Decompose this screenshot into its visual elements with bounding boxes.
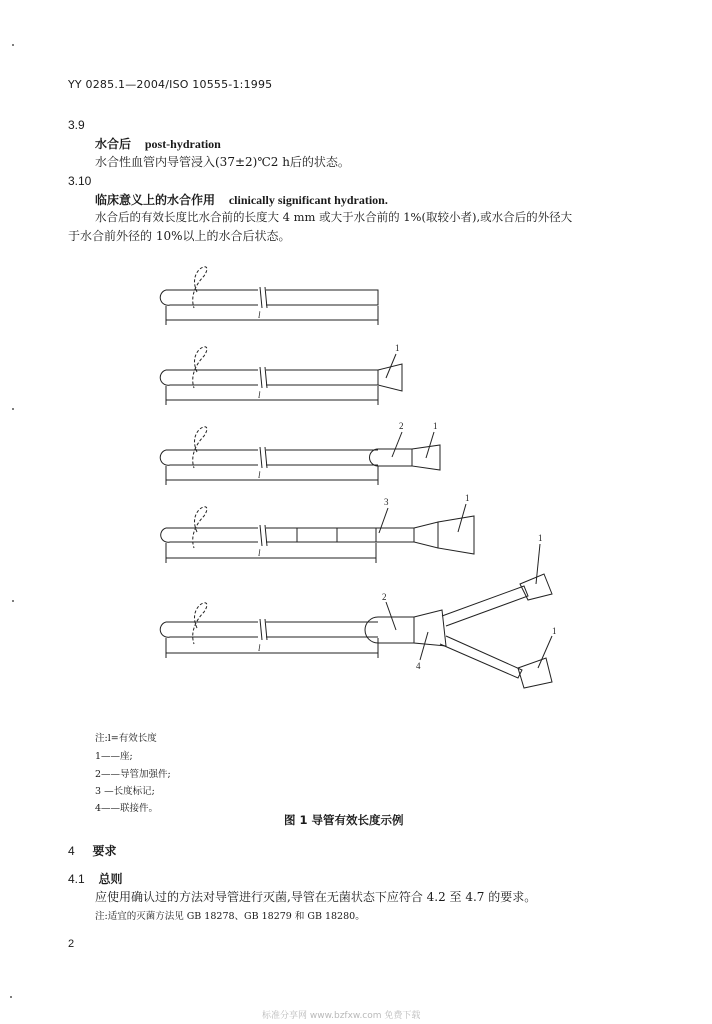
callout-label: 4: [416, 661, 421, 671]
subsection-heading: [68, 870, 123, 887]
length-label: l: [258, 310, 261, 320]
catheter-with-strain-relief: [160, 427, 440, 485]
callout-label: 3: [384, 497, 389, 507]
term-definition: 水合性血管内导管浸入(37±2)℃2 h后的状态。: [95, 155, 350, 169]
catheter-with-y-connector: [160, 544, 552, 688]
catheter-with-length-markers: [161, 504, 474, 563]
section-number: 3.10: [68, 174, 92, 188]
term-heading: [95, 135, 221, 152]
section-number: 3.9: [68, 118, 85, 132]
length-label: l: [258, 390, 261, 400]
requirement-note: 注:适宜的灭菌方法见 GB 18278、GB 18279 和 GB 18280。: [95, 911, 365, 922]
callout-label: 1: [538, 533, 543, 543]
section-title: 总则: [98, 872, 123, 886]
section-title: 要求: [92, 844, 117, 858]
section-heading: [68, 842, 117, 859]
length-label: l: [258, 643, 261, 653]
length-label: l: [258, 548, 261, 558]
scan-speck: [12, 44, 14, 46]
figure-legend-note: 注:l=有效长度: [95, 733, 157, 744]
callout-label: 1: [552, 626, 557, 636]
figure-legend-item: 3 —长度标记;: [95, 786, 155, 797]
callout-label: 2: [382, 592, 387, 602]
figure-legend-item: 4——联接件。: [95, 803, 159, 814]
term-title-cn: 水合后: [95, 137, 132, 151]
term-title-cn: 临床意义上的水合作用: [95, 193, 216, 207]
term-heading: [95, 191, 388, 208]
page-number: 2: [68, 938, 75, 950]
term-title-en: clinically significant hydration.: [228, 193, 388, 207]
callout-label: 1: [395, 343, 400, 353]
scan-speck: [10, 996, 12, 998]
length-label: l: [258, 470, 261, 480]
figure-caption: 图 1 导管有效长度示例: [284, 813, 404, 827]
callout-label: 1: [465, 493, 470, 503]
download-footer: 标准分享网 www.bzfxw.com 免费下载: [262, 1011, 421, 1021]
section-number: 4.1: [68, 872, 85, 886]
term-title-en: post-hydration: [144, 137, 221, 151]
standard-header: YY 0285.1—2004/ISO 10555-1:1995: [68, 78, 273, 91]
catheter-with-hub: [160, 347, 402, 405]
term-definition-line: 于水合前外径的 10%以上的水合后状态。: [68, 229, 291, 243]
catheter-plain: [160, 267, 378, 325]
figure-legend-item: 1——座;: [95, 751, 133, 762]
callout-label: 1: [433, 421, 438, 431]
figure-legend-item: 2——导管加强件;: [95, 769, 171, 780]
requirement-text: 应使用确认过的方法对导管进行灭菌,导管在无菌状态下应符合 4.2 至 4.7 的要求。: [95, 890, 537, 904]
catheter-effective-length-figure: [0, 250, 712, 710]
callout-label: 2: [399, 421, 404, 431]
section-number: 4: [68, 844, 75, 858]
term-definition-line: 水合后的有效长度比水合前的长度大 4 mm 或大于水合前的 1%(取较小者),或水合后的外径大: [95, 210, 573, 224]
